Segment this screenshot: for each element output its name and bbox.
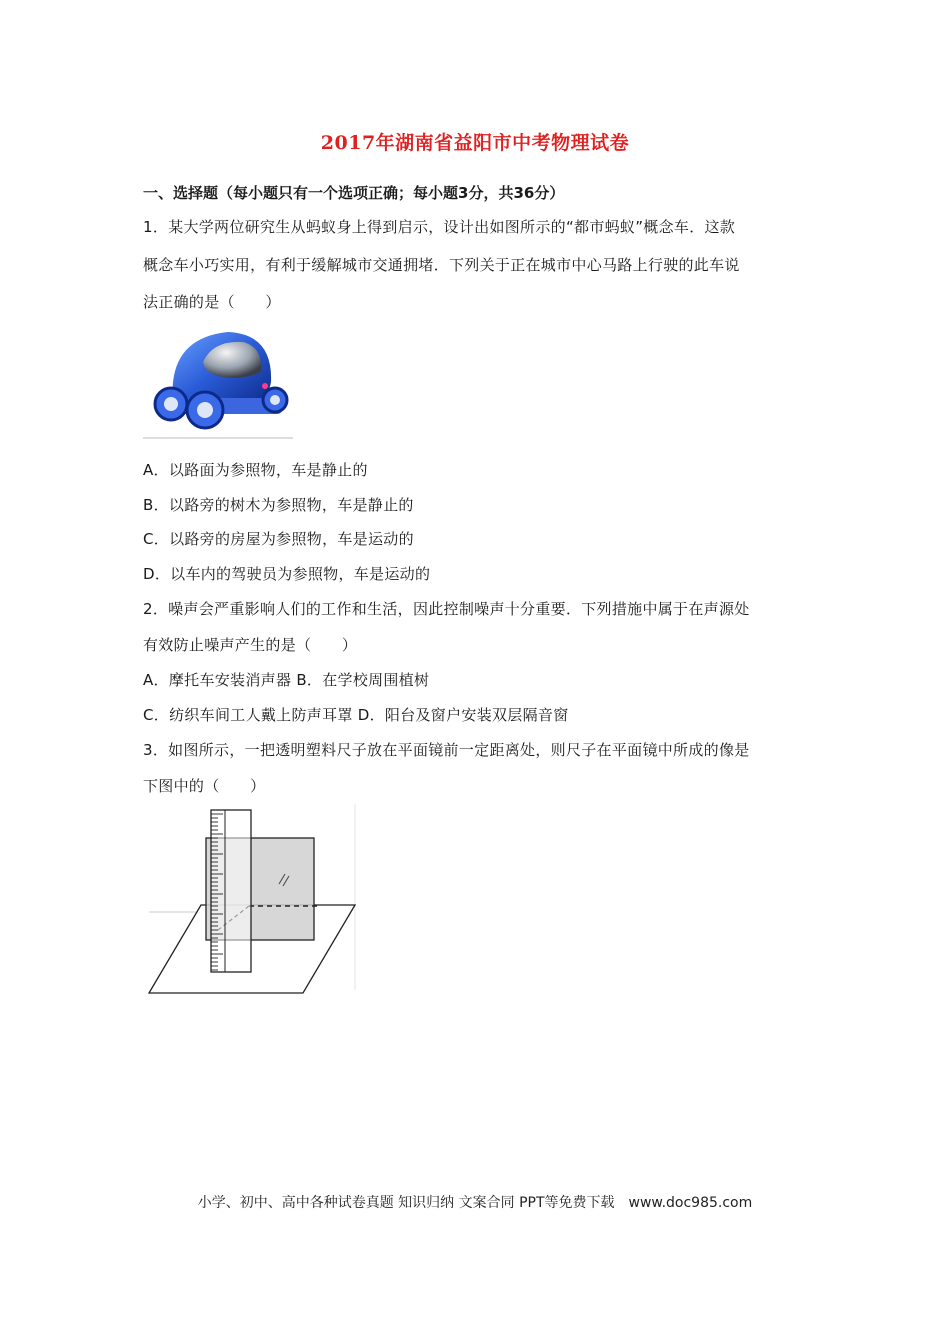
q2-line-1: 2．噪声会严重影响人们的工作和生活，因此控制噪声十分重要．下列措施中属于在声源处 [143, 600, 750, 618]
q1-line-3: 法正确的是（ ） [143, 293, 281, 311]
q1-line-1: 1．某大学两位研究生从蚂蚁身上得到启示，设计出如图所示的“都市蚂蚁”概念车．这款 [143, 218, 736, 236]
q2-options-cd: C．纺织车间工人戴上防声耳罩 D．阳台及窗户安装双层隔音窗 [143, 706, 569, 724]
concept-car-image [143, 322, 293, 440]
q1-option-c: C．以路旁的房屋为参照物，车是运动的 [143, 530, 414, 548]
footer-text: 小学、初中、高中各种试卷真题 知识归纳 文案合同 PPT等免费下载 www.doc985.com [197, 1195, 753, 1211]
q2-line-2: 有效防止噪声产生的是（ ） [143, 636, 358, 654]
q1-option-d: D．以车内的驾驶员为参照物，车是运动的 [143, 565, 431, 583]
page-title: 2017年湖南省益阳市中考物理试卷 [320, 132, 630, 154]
q2-options-ab: A．摩托车安装消声器 B．在学校周围植树 [143, 671, 430, 689]
q3-line-2: 下图中的（ ） [143, 777, 266, 795]
q1-option-a: A．以路面为参照物，车是静止的 [143, 461, 368, 479]
q1-line-2: 概念车小巧实用，有利于缓解城市交通拥堵．下列关于正在城市中心马路上行驶的此车说 [143, 256, 740, 274]
q3-line-1: 3．如图所示，一把透明塑料尺子放在平面镜前一定距离处，则尺子在平面镜中所成的像是 [143, 741, 750, 759]
ruler-mirror-diagram [143, 800, 363, 1000]
section-heading: 一、选择题（每小题只有一个选项正确；每小题3分，共36分） [143, 184, 565, 202]
q1-option-b: B．以路旁的树木为参照物，车是静止的 [143, 496, 414, 514]
